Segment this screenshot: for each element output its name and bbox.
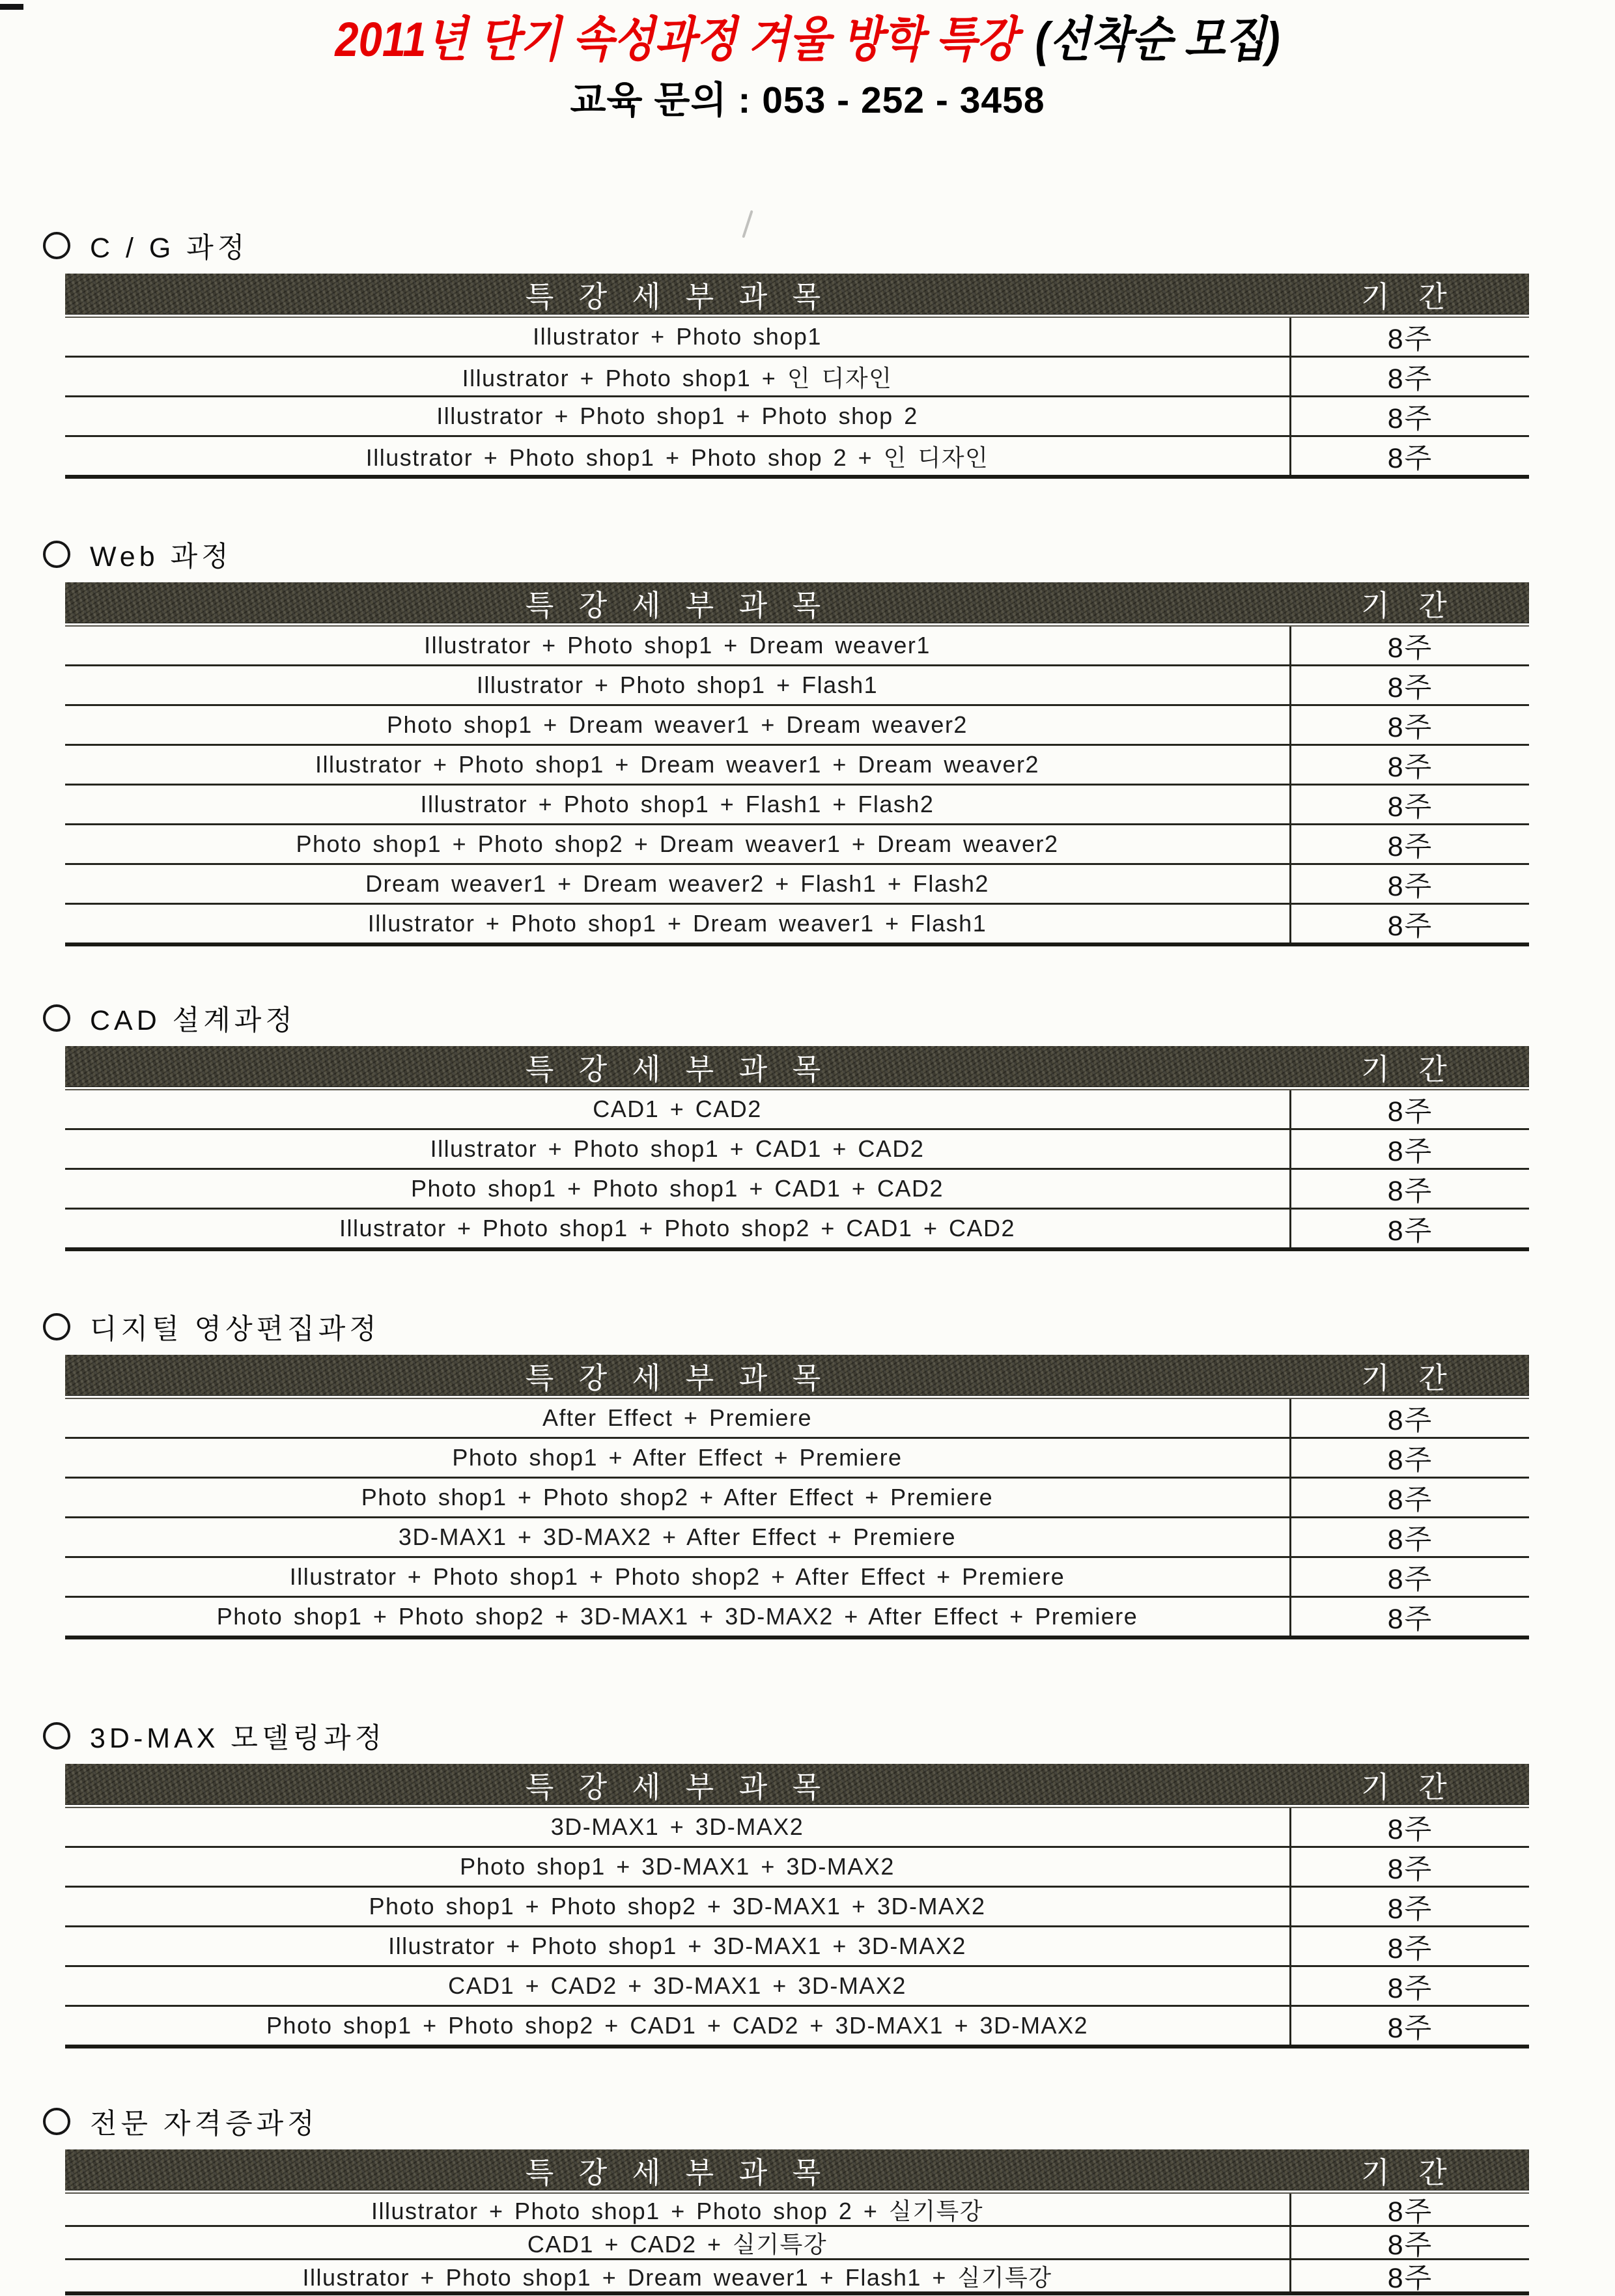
section-title: 전문 자격증과정 (90, 2108, 318, 2140)
section-bullet-icon (43, 1313, 70, 1340)
table-row (65, 2194, 1529, 2227)
row-subject: CAD1 + CAD2 + 3D-MAX1 + 3D-MAX2 (65, 1967, 1291, 2005)
row-subject: CAD1 + CAD2 (65, 1090, 1291, 1128)
row-duration: 8주 (1387, 1893, 1433, 1925)
row-subject: After Effect + Premiere (65, 1399, 1291, 1437)
table-row (65, 397, 1529, 437)
header-subject-cell: 특 강 세 부 과 목 (525, 1361, 830, 1395)
row-duration: 8주 (1387, 672, 1433, 703)
section-title: C / G 과정 (90, 232, 249, 264)
row-duration: 8주 (1387, 1813, 1433, 1845)
row-duration: 8주 (1387, 910, 1433, 942)
table-row (65, 1479, 1529, 1518)
table-row (65, 746, 1529, 786)
row-subject: Illustrator + Photo shop1 (65, 318, 1291, 356)
table-row (65, 1808, 1529, 1848)
table-row (65, 905, 1529, 946)
row-duration: 8주 (1387, 1972, 1433, 2004)
table-row (65, 1518, 1529, 1558)
table-row (65, 627, 1529, 666)
section-bullet-icon (43, 232, 70, 259)
row-subject: Photo shop1 + Photo shop1 + CAD1 + CAD2 (65, 1170, 1291, 1208)
row-subject: CAD1 + CAD2 + 실기특강 (65, 2227, 1291, 2258)
row-subject: Photo shop1 + After Effect + Premiere (65, 1439, 1291, 1477)
course-section (65, 1002, 1529, 1251)
row-duration: 8주 (1387, 870, 1433, 902)
row-subject: Photo shop1 + Photo shop2 + 3D-MAX1 + 3D-MAX2 (65, 1888, 1291, 1925)
table-row (65, 786, 1529, 825)
section-bullet-icon (43, 1004, 70, 1032)
contact-line: 교육 문의 : 053 - 252 - 3458 (570, 79, 1045, 121)
section-header (43, 1311, 1529, 1343)
table-row (65, 1967, 1529, 2007)
table-row (65, 1170, 1529, 1210)
row-duration: 8주 (1387, 830, 1433, 862)
table-header-row (65, 1355, 1529, 1395)
row-subject: Illustrator + Photo shop1 + 3D-MAX1 + 3D-MAX2 (65, 1927, 1291, 1965)
row-subject: 3D-MAX1 + 3D-MAX2 + After Effect + Premiere (65, 1518, 1291, 1556)
header-duration-cell: 기 간 (1361, 279, 1457, 313)
row-duration: 8주 (1387, 1404, 1433, 1436)
row-subject: Illustrator + Photo shop1 + 인 디자인 (65, 358, 1291, 395)
row-subject: Dream weaver1 + Dream weaver2 + Flash1 + Flash2 (65, 865, 1291, 903)
table-row (65, 1210, 1529, 1251)
row-subject: Photo shop1 + Photo shop2 + CAD1 + CAD2 + 3D-MAX1 + 3D-MAX2 (65, 2007, 1291, 2045)
row-duration: 8주 (1387, 2012, 1433, 2044)
row-duration: 8주 (1387, 2196, 1433, 2228)
row-subject: Illustrator + Photo shop1 + Photo shop2 + CAD1 + CAD2 (65, 1210, 1291, 1247)
row-subject: Illustrator + Photo shop1 + Photo shop 2 + 인 디자인 (65, 437, 1291, 475)
table-row (65, 1927, 1529, 1967)
row-subject: Photo shop1 + 3D-MAX1 + 3D-MAX2 (65, 1848, 1291, 1886)
table-header-row (65, 2149, 1529, 2190)
section-header (43, 1002, 1529, 1034)
row-subject: Illustrator + Photo shop1 + Photo shop2 + After Effect + Premiere (65, 1558, 1291, 1596)
row-duration: 8주 (1387, 363, 1433, 395)
row-duration: 8주 (1387, 1603, 1433, 1635)
section-title: Web 과정 (90, 541, 232, 573)
table-row (65, 2260, 1529, 2295)
course-section (65, 1720, 1529, 2048)
row-duration: 8주 (1387, 1853, 1433, 1885)
table-body (65, 1089, 1529, 1251)
table-row (65, 1399, 1529, 1439)
row-subject: Illustrator + Photo shop1 + Flash1 + Flash2 (65, 786, 1291, 823)
table-header-row (65, 274, 1529, 314)
table-body (65, 2192, 1529, 2295)
table-row (65, 865, 1529, 905)
header-duration-cell: 기 간 (1361, 1770, 1457, 1804)
section-bullet-icon (43, 1722, 70, 1750)
course-table (65, 1764, 1529, 2048)
header-subject-cell: 특 강 세 부 과 목 (525, 1770, 830, 1804)
row-subject: Illustrator + Photo shop1 + Photo shop 2 + 실기특강 (65, 2194, 1291, 2225)
row-duration: 8주 (1387, 1484, 1433, 1516)
row-subject: Illustrator + Photo shop1 + Dream weaver1 + Flash1 + 실기특강 (65, 2260, 1291, 2291)
table-header-row (65, 582, 1529, 623)
row-duration: 8주 (1387, 2229, 1433, 2261)
row-subject: Photo shop1 + Dream weaver1 + Dream weaver2 (65, 706, 1291, 744)
course-section (65, 538, 1529, 946)
page-title (97, 14, 1518, 65)
table-row (65, 1598, 1529, 1639)
row-subject: Illustrator + Photo shop1 + Photo shop 2 (65, 397, 1291, 435)
table-row (65, 666, 1529, 706)
row-duration: 8주 (1387, 1524, 1433, 1555)
table-row (65, 2227, 1529, 2260)
table-body (65, 1398, 1529, 1639)
row-duration: 8주 (1387, 1215, 1433, 1247)
row-duration: 8주 (1387, 791, 1433, 823)
row-duration: 8주 (1387, 711, 1433, 743)
section-header (43, 2105, 1529, 2138)
row-duration: 8주 (1387, 1563, 1433, 1595)
table-row (65, 706, 1529, 746)
header-subject-cell: 특 강 세 부 과 목 (525, 588, 830, 622)
row-subject: Photo shop1 + Photo shop2 + 3D-MAX1 + 3D-MAX2 + After Effect + Premiere (65, 1598, 1291, 1636)
table-header-row (65, 1764, 1529, 1804)
row-duration: 8주 (1387, 2262, 1433, 2294)
row-duration: 8주 (1387, 1175, 1433, 1207)
section-bullet-icon (43, 2108, 70, 2135)
section-title: CAD 설계과정 (90, 1004, 296, 1036)
table-body (65, 625, 1529, 946)
row-duration: 8주 (1387, 1135, 1433, 1167)
table-row (65, 437, 1529, 479)
header-duration-cell: 기 간 (1361, 588, 1457, 622)
course-section (65, 1311, 1529, 1639)
table-row (65, 1090, 1529, 1130)
table-row (65, 358, 1529, 397)
section-title: 3D-MAX 모델링과정 (90, 1722, 386, 1754)
section-header (43, 1720, 1529, 1752)
course-table (65, 274, 1529, 479)
header-subject-cell: 특 강 세 부 과 목 (525, 1052, 830, 1086)
table-body (65, 1807, 1529, 2048)
header-subject-cell: 특 강 세 부 과 목 (525, 2155, 830, 2189)
course-section (65, 2105, 1529, 2295)
page-title-suffix: (선착순 모집) (1035, 12, 1280, 66)
course-table (65, 1355, 1529, 1639)
table-row (65, 318, 1529, 358)
section-title: 디지털 영상편집과정 (90, 1313, 380, 1345)
page-title-main: 2011년 단기 속성과정 겨울 방학 특강 (335, 12, 1018, 66)
row-duration: 8주 (1387, 1933, 1433, 1964)
row-subject: Photo shop1 + Photo shop2 + After Effect + Premiere (65, 1479, 1291, 1516)
table-row (65, 1848, 1529, 1888)
row-duration: 8주 (1387, 751, 1433, 783)
row-subject: Photo shop1 + Photo shop2 + Dream weaver1 + Dream weaver2 (65, 825, 1291, 863)
section-bullet-icon (43, 541, 70, 568)
course-table (65, 1046, 1529, 1251)
row-subject: 3D-MAX1 + 3D-MAX2 (65, 1808, 1291, 1846)
header-duration-cell: 기 간 (1361, 1361, 1457, 1395)
row-duration: 8주 (1387, 403, 1433, 434)
row-duration: 8주 (1387, 442, 1433, 474)
course-table (65, 582, 1529, 946)
table-header-row (65, 1046, 1529, 1086)
table-row (65, 1888, 1529, 1927)
table-row (65, 825, 1529, 865)
section-header (43, 229, 1529, 262)
row-duration: 8주 (1387, 1444, 1433, 1476)
table-body (65, 317, 1529, 479)
row-duration: 8주 (1387, 323, 1433, 355)
row-duration: 8주 (1387, 1096, 1433, 1127)
section-header (43, 538, 1529, 571)
table-row (65, 1558, 1529, 1598)
row-subject: Illustrator + Photo shop1 + Flash1 (65, 666, 1291, 704)
row-subject: Illustrator + Photo shop1 + Dream weaver1 (65, 627, 1291, 664)
course-section (65, 229, 1529, 479)
header-duration-cell: 기 간 (1361, 2155, 1457, 2189)
table-row (65, 2007, 1529, 2048)
row-subject: Illustrator + Photo shop1 + CAD1 + CAD2 (65, 1130, 1291, 1168)
course-table (65, 2149, 1529, 2295)
table-row (65, 1439, 1529, 1479)
header-subject-cell: 특 강 세 부 과 목 (525, 279, 830, 313)
table-row (65, 1130, 1529, 1170)
row-duration: 8주 (1387, 632, 1433, 664)
row-subject: Illustrator + Photo shop1 + Dream weaver1 + Dream weaver2 (65, 746, 1291, 784)
row-subject: Illustrator + Photo shop1 + Dream weaver1 + Flash1 (65, 905, 1291, 942)
header-duration-cell: 기 간 (1361, 1052, 1457, 1086)
scan-edge-artifact (0, 4, 23, 10)
